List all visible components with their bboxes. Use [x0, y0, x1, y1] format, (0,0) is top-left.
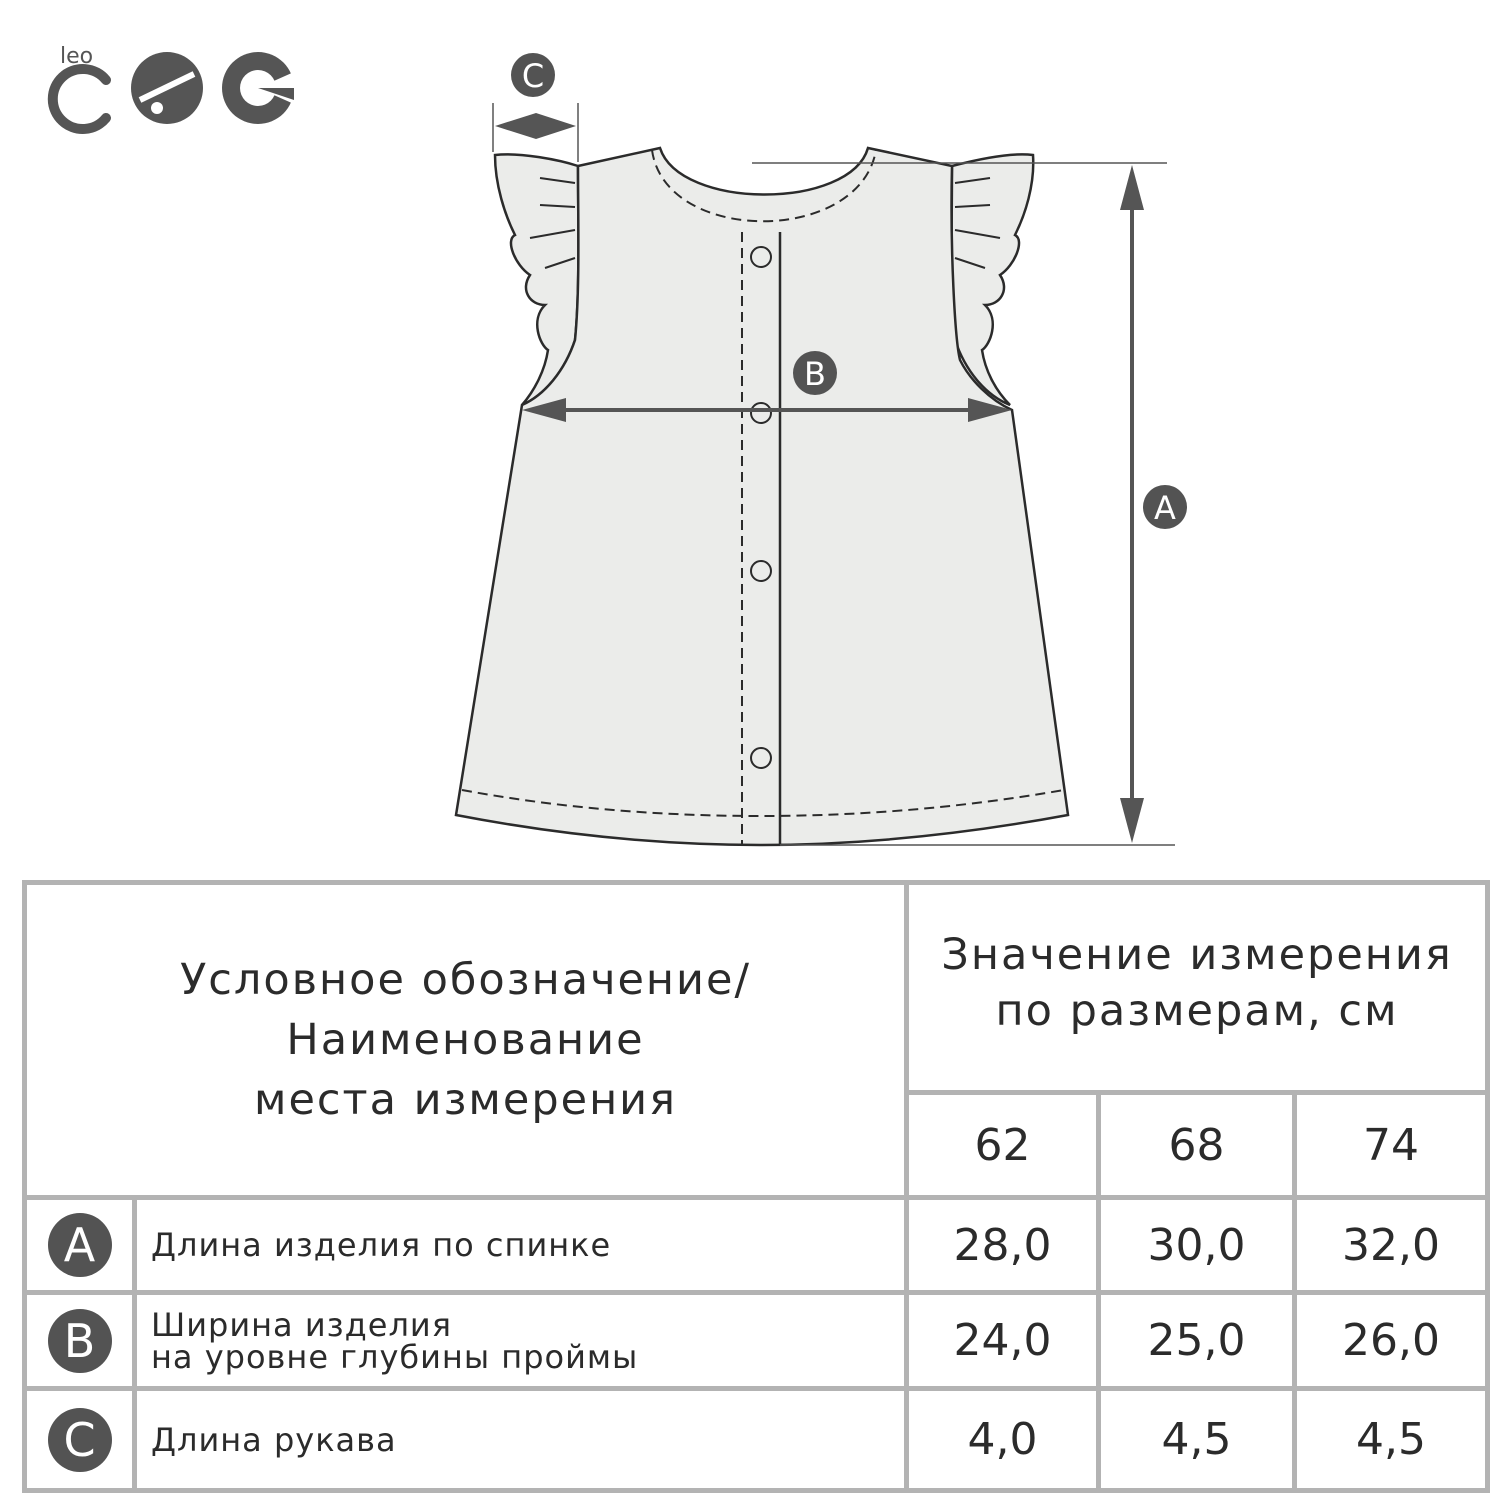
row-value: 26,0 — [1295, 1293, 1488, 1389]
row-value: 24,0 — [907, 1293, 1099, 1389]
table-row — [25, 1198, 1488, 1293]
button — [751, 247, 771, 267]
table-row — [25, 1389, 1488, 1491]
row-letter: C — [25, 1389, 135, 1491]
marker-a: A — [1154, 489, 1176, 527]
row-value: 25,0 — [1099, 1293, 1295, 1389]
table-row — [25, 1293, 1488, 1389]
row-value: 4,5 — [1099, 1389, 1295, 1491]
brand-small-text: leo — [60, 44, 94, 69]
row-value: 28,0 — [907, 1198, 1099, 1293]
marker-b: B — [804, 355, 826, 393]
row-value: 32,0 — [1295, 1198, 1488, 1293]
row-letter: A — [25, 1198, 135, 1293]
header-designation: Условное обозначение/ Наименование места измерения — [25, 883, 907, 1198]
row-letter: B — [25, 1293, 135, 1389]
button — [751, 748, 771, 768]
row-description: Длина рукава — [135, 1389, 907, 1491]
size-62: 62 — [907, 1093, 1099, 1198]
marker-c: C — [521, 57, 545, 95]
size-68: 68 — [1099, 1093, 1295, 1198]
row-value: 4,0 — [907, 1389, 1099, 1491]
row-description: Ширина изделия на уровне глубины проймы — [135, 1293, 907, 1389]
row-description: Длина изделия по спинке — [135, 1198, 907, 1293]
size-table — [22, 880, 1490, 1493]
size-74: 74 — [1295, 1093, 1488, 1198]
row-value: 4,5 — [1295, 1389, 1488, 1491]
header-values: Значение измерения по размерам, см — [907, 883, 1488, 1093]
row-value: 30,0 — [1099, 1198, 1295, 1293]
button — [751, 561, 771, 581]
button — [751, 403, 771, 423]
table-header-row — [25, 883, 1488, 1093]
